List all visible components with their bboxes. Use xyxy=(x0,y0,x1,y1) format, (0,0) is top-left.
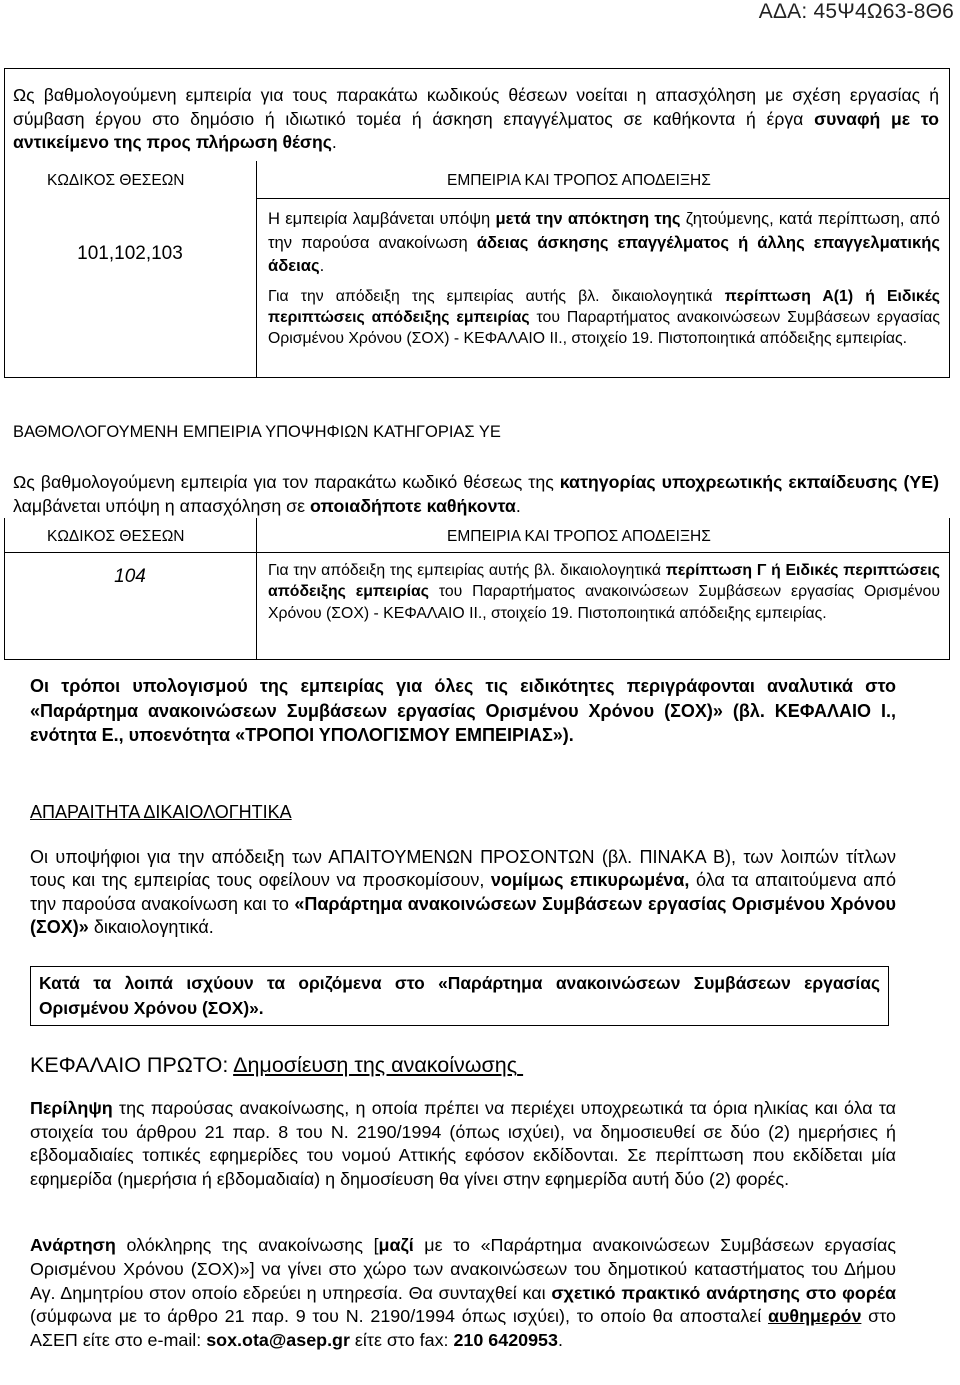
fax-number: 210 6420953 xyxy=(453,1330,558,1351)
posting-paragraph xyxy=(30,1234,896,1353)
remaining-provisions-text: Κατά τα λοιπά ισχύουν τα οριζόμενα στο «Παράρτημα ανακοινώσεων Συμβάσεων εργασίας Ορισμένου Χρόνου (ΣΟΧ)». xyxy=(39,973,880,1018)
ye-intro-text-1: Ως βαθμολογούμενη εμπειρία για τον παρακάτω κωδικό θέσεως της xyxy=(13,472,560,492)
table1-p2-text-2: του Παραρτήματος ανακοινώσεων Συμβάσεων εργασίας Ορισμένου Χρόνου (ΣΟΧ) - ΚΕΦΑΛΑΙΟ ΙΙ., στοιχείο 19. Πιστοποιητικά απόδειξης εμπειρίας. xyxy=(268,308,940,348)
posting-bold-underline: αυθημερόν xyxy=(768,1306,862,1327)
summary-text: της παρούσας ανακοίνωσης, η οποία πρέπει να περιέχει υποχρεωτικά τα όρια ηλικίας και όλα τα στοιχεία του άρθρου 21 παρ. 8 του Ν. 2190/1994 (όπως ισχύει), να δημοσιευθεί σε δύο (2) ημερήσιες ή εβδομαδιαίες τοπικές εφημερίδες του νομού Αττικής εφόσον εκδίδονται. Σε περίπτωση που εκδίδεται μία εφημερίδα (ημερήσια ή εβδομαδιαία) η δημοσίευση θα γίνει στην εφημερίδα αυτή δύο (2) φορές. xyxy=(30,1098,896,1189)
calculation-note xyxy=(30,674,896,748)
posting-bold-3: σχετικό πρακτικό ανάρτησης στο φορέα xyxy=(551,1282,896,1303)
ye-intro-text-2: λαμβάνεται υπόψη η απασχόληση σε xyxy=(13,495,311,516)
intro-text-2: . xyxy=(331,132,337,152)
table1-col2-header: ΕΜΠΕΙΡΙΑ ΚΑΙ ΤΡΟΠΟΣ ΑΠΟΔΕΙΞΗΣ xyxy=(447,172,711,189)
table2-col2-header: ΕΜΠΕΙΡΙΑ ΚΑΙ ΤΡΟΠΟΣ ΑΠΟΔΕΙΞΗΣ xyxy=(447,528,711,545)
required-docs-title: ΑΠΑΡΑΙΤΗΤΑ ΔΙΚΑΙΟΛΟΓΗΤΙΚΑ xyxy=(30,802,292,822)
table1-experience-cell xyxy=(268,207,940,349)
table1-p2-bold-1: περίπτωση Α(1) ή Ειδικές περιπτώσεις απόδειξης εμπειρίας xyxy=(268,287,940,326)
intro-paragraph xyxy=(13,84,939,155)
table2-col-divider xyxy=(256,518,257,660)
summary-paragraph xyxy=(30,1097,896,1191)
table1-p2-text-1: Για την απόδειξη της εμπειρίας αυτής βλ. δικαιολογητικά xyxy=(268,287,725,305)
chapter-title: Δημοσίευση της ανακοίνωσης xyxy=(233,1053,518,1077)
intro-bold: συναφή με το αντικείμενο της προς πλήρωση θέσης xyxy=(13,108,939,152)
required-docs-text-3: δικαιολογητικά. xyxy=(88,916,214,937)
posting-text-2: με το «Παράρτημα ανακοινώσεων Συμβάσεων εργασίας Ορισμένου Χρόνου (ΣΟΧ)»] να γίνει στο χώρο των ανακοινώσεων του δημοτικού καταστήματος του Δήμου Αγ. Δημητρίου στον οποίο εδρεύει η υπηρεσία. Θα συνταχθεί και xyxy=(30,1235,896,1303)
table2-bold-1: περίπτωση Γ ή Ειδικές περιπτώσεις απόδειξης εμπειρίας xyxy=(268,562,940,601)
ada-number: ΑΔΑ: 45Ψ4Ω63-8Θ6 xyxy=(758,0,954,23)
ye-intro-paragraph xyxy=(13,471,939,518)
ye-intro-text-3: . xyxy=(515,495,521,516)
posting-text-1: ολόκληρης της ανακοίνωσης [ xyxy=(115,1235,379,1255)
table1-p1-text-1: Η εμπειρία λαμβάνεται υπόψη xyxy=(268,209,496,228)
posting-text-3: (σύμφωνα με το άρθρο 21 παρ. 9 του Ν. 2190/1994 όπως ισχύει), το οποίο θα αποσταλεί xyxy=(30,1306,768,1327)
intro-text-1: Ως βαθμολογούμενη εμπειρία για τους παρακάτω κωδικούς θέσεων νοείται η απασχόληση με σχέση εργασίας ή σύμβαση έργου στο δημόσιο ή ιδιωτικό τομέα ή άσκηση επαγγέλματος σε καθήκοντα ή έργα xyxy=(13,85,939,129)
required-docs-bold-2: «Παράρτημα ανακοινώσεων Συμβάσεων εργασίας Ορισμένου Χρόνου (ΣΟΧ)» xyxy=(30,893,896,937)
table2-paragraph xyxy=(268,560,940,624)
table2-experience-cell xyxy=(268,560,940,624)
table2-col1-header: ΚΩΔΙΚΟΣ ΘΕΣΕΩΝ xyxy=(47,528,185,545)
table2-position-code: 104 xyxy=(114,566,146,587)
table1-col1-header: ΚΩΔΙΚΟΣ ΘΕΣΕΩΝ xyxy=(47,172,185,189)
table1-p1-bold-2: άδειας άσκησης επαγγέλματος ή άλλης επαγγελματικής άδειας xyxy=(268,232,940,275)
table2-text-2: του Παραρτήματος ανακοινώσεων Συμβάσεων εργασίας Ορισμένου Χρόνου (ΣΟΧ) - ΚΕΦΑΛΑΙΟ ΙΙ., στοιχείο 19. Πιστοποιητικά απόδειξης εμπειρίας. xyxy=(268,583,940,622)
table1-p1-text-3: . xyxy=(319,256,325,275)
ye-intro-bold-2: οποιαδήποτε καθήκοντα xyxy=(310,495,516,516)
posting-text-5: είτε στο fax: xyxy=(349,1330,454,1351)
required-docs-bold-1: νομίμως επικυρωμένα, xyxy=(490,870,690,891)
required-docs-text-1: Οι υποψήφιοι για την απόδειξη των ΑΠΑΙΤΟΥΜΕΝΩΝ ΠΡΟΣΟΝΤΩΝ (βλ. ΠΙΝΑΚΑ Β), των λοιπών τίτλων τους και της εμπειρίας τους οφείλουν να προσκομίσουν, xyxy=(30,847,896,891)
posting-text-4: στο ΑΣΕΠ είτε στο e-mail: xyxy=(30,1306,896,1351)
posting-bold-1: Ανάρτηση xyxy=(30,1235,116,1255)
table1-paragraph-1 xyxy=(268,207,940,278)
chapter-prefix: ΚΕΦΑΛΑΙΟ ΠΡΩΤΟ: xyxy=(30,1053,234,1077)
table1-paragraph-2 xyxy=(268,286,940,350)
table2-header-divider xyxy=(4,552,950,553)
table1-col-divider xyxy=(256,161,257,378)
summary-bold: Περίληψη xyxy=(30,1098,113,1118)
chapter-heading xyxy=(30,1053,523,1078)
table1-p1-bold-1: μετά την απόκτηση της xyxy=(495,209,681,228)
remaining-provisions-box xyxy=(30,966,889,1026)
table1-header-divider xyxy=(256,198,949,199)
required-docs-text-2: όλα τα απαιτούμενα από την παρούσα ανακοίνωση και το xyxy=(30,870,897,914)
ye-section-heading: ΒΑΘΜΟΛΟΓΟΥΜΕΝΗ ΕΜΠΕΙΡΙΑ ΥΠΟΨΗΦΙΩΝ ΚΑΤΗΓΟΡΙΑΣ ΥΕ xyxy=(13,423,501,441)
ye-intro-bold-1: κατηγορίας υποχρεωτικής εκπαίδευσης (ΥΕ) xyxy=(559,472,940,492)
table1-position-code: 101,102,103 xyxy=(77,243,183,264)
calculation-note-text: Οι τρόποι υπολογισμού της εμπειρίας για όλες τις ειδικότητες περιγράφονται αναλυτικά στο «Παράρτημα ανακοινώσεων Συμβάσεων εργασίας Ορισμένου Χρόνου (ΣΟΧ)» (βλ. ΚΕΦΑΛΑΙΟ Ι., ενότητα Ε., υποενότητα «ΤΡΟΠΟΙ ΥΠΟΛΟΓΙΣΜΟΥ ΕΜΠΕΙΡΙΑΣ»). xyxy=(30,676,896,745)
email-address[interactable]: sox.ota@asep.gr xyxy=(206,1330,350,1351)
posting-text-6: . xyxy=(557,1330,563,1351)
posting-bold-2: μαζί xyxy=(378,1235,414,1255)
table1-p1-text-2: ζητούμενης, κατά περίπτωση, από την παρούσα ανακοίνωση xyxy=(268,209,940,252)
table2-text-1: Για την απόδειξη της εμπειρίας αυτής βλ. δικαιολογητικά xyxy=(268,562,666,579)
required-docs-paragraph xyxy=(30,846,896,939)
